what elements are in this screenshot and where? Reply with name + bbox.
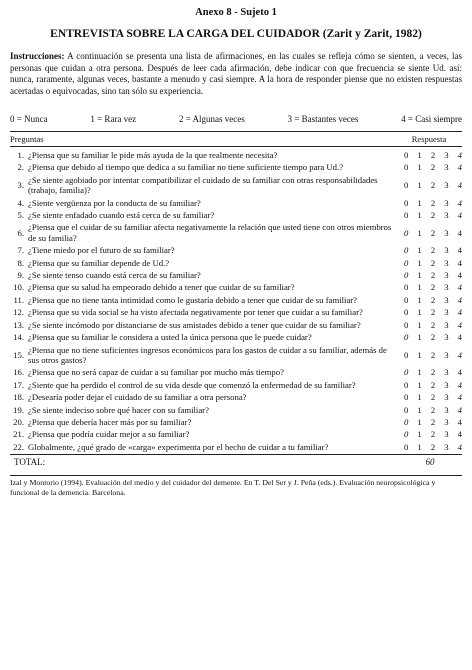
question-text: ¿Siente que ha perdido el control de su vida desde que comenzó la enfermedad de su familiar?	[28, 379, 356, 390]
answer-option-1[interactable]: 1	[417, 319, 422, 330]
question-row	[10, 392, 462, 402]
answer-option-2[interactable]: 2	[430, 245, 436, 256]
question-text: ¿Se siente indeciso sobre qué hacer con su familiar?	[28, 404, 209, 415]
answer-option-2[interactable]: 2	[430, 197, 436, 208]
answer-option-4[interactable]: 4	[457, 150, 462, 160]
answer-options	[398, 245, 462, 255]
answer-option-0[interactable]: 0	[404, 197, 409, 208]
answer-option-1[interactable]: 1	[417, 307, 422, 318]
answer-option-3[interactable]: 3	[444, 227, 449, 238]
answer-option-1[interactable]: 1	[417, 392, 422, 403]
answer-option-2[interactable]: 2	[430, 162, 436, 173]
scale-item: 0 = Nunca	[10, 114, 48, 124]
answer-option-2[interactable]: 2	[430, 379, 436, 390]
question-text: ¿Piensa que podría cuidar mejor a su familiar?	[28, 429, 190, 440]
answer-option-2[interactable]: 2	[430, 404, 436, 415]
answer-option-1[interactable]: 1	[417, 441, 422, 452]
question-number: 7.	[17, 245, 24, 256]
question-text: ¿Se siente enfadado cuando está cerca de su familiar?	[28, 210, 215, 221]
question-row	[10, 405, 462, 415]
question-row	[10, 150, 462, 160]
question-number: 6.	[17, 227, 24, 238]
answer-option-2[interactable]: 2	[430, 416, 436, 427]
answer-option-4[interactable]: 4	[457, 294, 462, 305]
instructions	[10, 51, 462, 109]
answer-option-1[interactable]: 1	[417, 379, 422, 390]
answer-option-3[interactable]: 3	[444, 162, 449, 173]
answer-options	[398, 442, 462, 452]
answer-option-1[interactable]: 1	[417, 162, 422, 173]
answer-column-header: Respuesta	[411, 134, 447, 144]
answer-option-1[interactable]: 1	[417, 197, 422, 208]
question-row	[10, 222, 462, 243]
answer-options	[398, 320, 462, 330]
question-row	[10, 442, 462, 452]
answer-option-1[interactable]: 1	[417, 332, 422, 343]
answer-option-3[interactable]: 3	[444, 332, 449, 343]
total-label: TOTAL:	[14, 457, 46, 468]
answer-option-0[interactable]: 0	[404, 319, 409, 330]
answer-option-4[interactable]: 4	[457, 307, 462, 318]
questionnaire-page	[10, 6, 462, 498]
answer-option-4[interactable]: 4	[457, 319, 462, 330]
answer-option-2[interactable]: 2	[430, 367, 436, 378]
answer-option-3[interactable]: 3	[444, 404, 449, 415]
question-row	[10, 162, 462, 172]
question-text: ¿Piensa que su familiar depende de Ud.?	[28, 257, 170, 268]
question-text: ¿Se siente incómodo por distanciarse de sus amistades debido a tener que cuidar de su familiar?	[28, 319, 361, 330]
total-row	[10, 454, 462, 469]
answer-option-2[interactable]: 2	[430, 257, 436, 268]
question-text: ¿Piensa que debería hacer más por su familiar?	[28, 416, 192, 427]
answer-option-1[interactable]: 1	[417, 404, 422, 415]
answer-options	[398, 417, 462, 427]
question-text: ¿Tiene miedo por el futuro de su familiar?	[28, 245, 175, 256]
question-row	[10, 245, 462, 255]
question-number: 13.	[13, 319, 24, 330]
answer-options	[398, 332, 462, 342]
question-number: 1.	[17, 150, 24, 160]
answer-option-0[interactable]: 0	[404, 282, 409, 293]
question-row	[10, 282, 462, 292]
question-number: 22.	[13, 441, 24, 452]
answer-option-0[interactable]: 0	[404, 227, 409, 238]
answer-option-4[interactable]: 4	[457, 349, 462, 360]
answer-options	[398, 150, 462, 160]
question-number: 11.	[13, 294, 24, 305]
answer-option-3[interactable]: 3	[444, 210, 449, 221]
question-row	[10, 210, 462, 220]
answer-option-0[interactable]: 0	[404, 294, 409, 305]
question-row	[10, 380, 462, 390]
answer-option-2[interactable]: 2	[430, 270, 436, 281]
answer-option-2[interactable]: 2	[430, 210, 436, 221]
answer-option-4[interactable]: 4	[457, 392, 462, 403]
answer-option-1[interactable]: 1	[417, 367, 422, 378]
answer-option-2[interactable]: 2	[430, 180, 436, 191]
answer-option-0[interactable]: 0	[404, 270, 409, 281]
answer-option-3[interactable]: 3	[444, 392, 449, 403]
answer-option-0[interactable]: 0	[404, 307, 409, 318]
divider	[10, 146, 462, 147]
answer-option-3[interactable]: 3	[444, 367, 449, 378]
answer-option-0[interactable]: 0	[404, 150, 409, 160]
question-number: 9.	[17, 270, 24, 281]
answer-options	[398, 392, 462, 402]
answer-option-4[interactable]: 4	[457, 416, 462, 427]
question-text: ¿Piensa que su vida social se ha visto afectada negativamente por tener que cuidar a su familiar?	[28, 307, 363, 318]
questions-column-header: Preguntas	[10, 134, 44, 144]
question-text: ¿Piensa que no tiene suficientes ingresos económicos para los gastos de cuidar a su familiar, además de sus otros gastos?	[28, 344, 387, 365]
column-header	[10, 132, 462, 146]
question-number: 4.	[17, 197, 24, 208]
answer-option-1[interactable]: 1	[417, 245, 422, 256]
answer-option-2[interactable]: 2	[430, 227, 436, 238]
scale-item: 1 = Rara vez	[90, 114, 137, 124]
answer-option-0[interactable]: 0	[404, 392, 409, 403]
answer-options	[398, 350, 462, 360]
answer-option-0[interactable]: 0	[404, 416, 409, 427]
question-number: 19.	[13, 404, 24, 415]
answer-option-1[interactable]: 1	[417, 227, 422, 238]
question-number: 20.	[13, 416, 24, 427]
question-number: 8.	[17, 257, 24, 268]
annex-label: Anexo 8 - Sujeto 1	[195, 7, 277, 18]
answer-option-2[interactable]: 2	[430, 307, 436, 318]
answer-option-2[interactable]: 2	[430, 429, 436, 440]
answer-option-2[interactable]: 2	[430, 441, 436, 452]
answer-option-3[interactable]: 3	[444, 319, 449, 330]
answer-option-2[interactable]: 2	[430, 319, 436, 330]
answer-option-2[interactable]: 2	[430, 392, 436, 403]
question-number: 17.	[13, 379, 24, 390]
answer-options	[398, 405, 462, 415]
answer-option-1[interactable]: 1	[417, 180, 422, 191]
answer-options	[398, 162, 462, 172]
total-value: 60	[425, 457, 435, 468]
answer-options	[398, 307, 462, 317]
answer-options	[398, 429, 462, 439]
answer-option-0[interactable]: 0	[404, 404, 409, 415]
question-number: 12.	[13, 307, 24, 318]
question-number: 5.	[17, 210, 24, 221]
question-row	[10, 175, 462, 196]
answer-option-4[interactable]: 4	[457, 180, 462, 191]
question-number: 15.	[13, 349, 24, 360]
question-text: ¿Piensa que no será capaz de cuidar a su familiar por mucho más tiempo?	[28, 367, 284, 378]
document-title: ENTREVISTA SOBRE LA CARGA DEL CUIDADOR (Zarit y Zarit, 1982)	[50, 28, 422, 40]
answer-option-3[interactable]: 3	[444, 180, 449, 191]
answer-option-0[interactable]: 0	[404, 162, 409, 173]
answer-option-1[interactable]: 1	[417, 270, 422, 281]
answer-option-1[interactable]: 1	[417, 150, 422, 160]
answer-option-2[interactable]: 2	[430, 150, 436, 160]
answer-option-4[interactable]: 4	[457, 162, 462, 173]
answer-scale	[10, 113, 462, 125]
question-row	[10, 345, 462, 366]
question-row	[10, 429, 462, 439]
question-text: ¿Se siente tenso cuando está cerca de su familiar?	[28, 270, 201, 281]
answer-option-0[interactable]: 0	[404, 429, 409, 440]
answer-option-0[interactable]: 0	[404, 441, 409, 452]
answer-option-3[interactable]: 3	[444, 307, 449, 318]
answer-option-2[interactable]: 2	[430, 349, 436, 360]
answer-option-4[interactable]: 4	[457, 367, 462, 378]
question-row	[10, 295, 462, 305]
question-number: 18.	[13, 392, 24, 403]
instructions-label: Instrucciones:	[10, 51, 65, 61]
answer-option-0[interactable]: 0	[404, 180, 409, 191]
answer-option-1[interactable]: 1	[417, 349, 422, 360]
answer-option-4[interactable]: 4	[457, 210, 462, 221]
answer-option-3[interactable]: 3	[444, 379, 449, 390]
answer-options	[398, 210, 462, 220]
question-text: ¿Piensa que su familiar le pide más ayuda de la que realmente necesita?	[28, 150, 278, 160]
answer-option-2[interactable]: 2	[430, 294, 436, 305]
question-row	[10, 307, 462, 317]
answer-option-0[interactable]: 0	[404, 367, 409, 378]
answer-options	[398, 198, 462, 208]
question-row	[10, 270, 462, 280]
question-number: 2.	[17, 162, 24, 173]
answer-option-4[interactable]: 4	[457, 197, 462, 208]
question-row	[10, 332, 462, 342]
question-text: ¿Desearía poder dejar el cuidado de su familiar a otra persona?	[28, 392, 247, 403]
answer-option-4[interactable]: 4	[457, 404, 462, 415]
question-row	[10, 417, 462, 427]
answer-option-4[interactable]: 4	[457, 270, 462, 281]
answer-options	[398, 367, 462, 377]
answer-options	[398, 282, 462, 292]
answer-option-1[interactable]: 1	[417, 257, 422, 268]
answer-options	[398, 228, 462, 238]
question-number: 3.	[17, 180, 24, 191]
scale-item: 4 = Casi siempre	[401, 114, 462, 124]
question-text: ¿Piensa que su familiar le considera a usted la única persona que le puede cuidar?	[28, 332, 312, 343]
answer-option-3[interactable]: 3	[444, 294, 449, 305]
answer-options	[398, 295, 462, 305]
question-text: ¿Se siente agobiado por intentar compatibilizar el cuidado de su familiar con otras responsabilidades (trabajo, familia)?	[28, 174, 378, 196]
answer-option-4[interactable]: 4	[457, 227, 462, 238]
answer-option-4[interactable]: 4	[457, 379, 462, 390]
question-text: ¿Siente vergüenza por la conducta de su familiar?	[28, 197, 201, 208]
question-text: ¿Piensa que el cuidar de su familiar afecta negativamente la relación que usted tiene con otros miembros de su familia?	[28, 222, 392, 243]
answer-options	[398, 270, 462, 280]
answer-option-3[interactable]: 3	[444, 270, 449, 281]
scale-item: 2 = Algunas veces	[178, 114, 245, 124]
question-number: 16.	[13, 367, 24, 378]
question-number: 10.	[13, 282, 24, 293]
answer-option-1[interactable]: 1	[417, 282, 422, 293]
answer-option-3[interactable]: 3	[444, 416, 449, 427]
citation-footer: Izal y Montorio (1994). Evaluación del medio y del cuidador del demente. En T. Del Ser y J. Peña (eds.). Evaluación neuropsicológica y funcional de la demencia. Barcelona.	[10, 475, 462, 498]
answer-option-2[interactable]: 2	[430, 332, 436, 343]
answer-option-3[interactable]: 3	[444, 245, 449, 256]
answer-option-0[interactable]: 0	[404, 210, 409, 221]
answer-option-1[interactable]: 1	[417, 210, 422, 221]
question-list	[10, 150, 462, 452]
question-text: ¿Piensa que su salud ha empeorado debido a tener que cuidar de su familiar?	[28, 282, 295, 293]
answer-option-3[interactable]: 3	[444, 441, 449, 452]
answer-option-2[interactable]: 2	[430, 282, 436, 293]
answer-option-4[interactable]: 4	[457, 429, 462, 440]
scale-item: 3 = Bastantes veces	[287, 114, 359, 124]
question-text: ¿Piensa que debido al tiempo que dedica a su familiar no tiene suficiente tiempo para Ud.?	[28, 162, 344, 173]
answer-option-1[interactable]: 1	[417, 294, 422, 305]
answer-option-3[interactable]: 3	[444, 429, 449, 440]
question-row	[10, 367, 462, 377]
question-text: ¿Piensa que no tiene tanta intimidad como le gustaría debido a tener que cuidar de su familiar?	[28, 294, 358, 305]
answer-option-0[interactable]: 0	[404, 332, 409, 343]
answer-option-0[interactable]: 0	[404, 257, 409, 268]
answer-option-0[interactable]: 0	[404, 349, 409, 360]
answer-option-3[interactable]: 3	[444, 282, 449, 293]
answer-option-4[interactable]: 4	[457, 332, 462, 343]
answer-option-0[interactable]: 0	[404, 245, 409, 256]
answer-option-4[interactable]: 4	[457, 257, 462, 268]
answer-option-3[interactable]: 3	[444, 197, 449, 208]
question-number: 21.	[13, 429, 24, 440]
answer-options	[398, 180, 462, 190]
answer-options	[398, 258, 462, 268]
answer-option-1[interactable]: 1	[417, 429, 422, 440]
answer-option-4[interactable]: 4	[457, 441, 462, 452]
answer-option-3[interactable]: 3	[444, 150, 449, 160]
answer-option-3[interactable]: 3	[444, 257, 449, 268]
question-number: 14.	[13, 332, 24, 343]
question-row	[10, 320, 462, 330]
answer-option-0[interactable]: 0	[404, 379, 409, 390]
answer-option-1[interactable]: 1	[417, 416, 422, 427]
question-row	[10, 258, 462, 268]
answer-options	[398, 380, 462, 390]
instructions-text: A continuación se presenta una lista de afirmaciones, en las cuales se refleja cómo se sienten, a veces, las personas que cuidan a otra persona. Después de leer cada afirmación, debe indicar con que frecuencia se siente Ud. así: nunca, raramente, algunas veces, bastante a menudo y casi siempre. A la hora de responder piense que no existen respuestas acertadas o equivocadas, sino tan sólo su experiencia.	[10, 51, 462, 96]
answer-option-4[interactable]: 4	[457, 282, 462, 293]
question-text: Globalmente, ¿qué grado de «carga» experimenta por el hecho de cuidar a tu familiar?	[28, 441, 329, 452]
answer-option-3[interactable]: 3	[444, 349, 449, 360]
answer-option-4[interactable]: 4	[457, 245, 462, 256]
question-row	[10, 198, 462, 208]
